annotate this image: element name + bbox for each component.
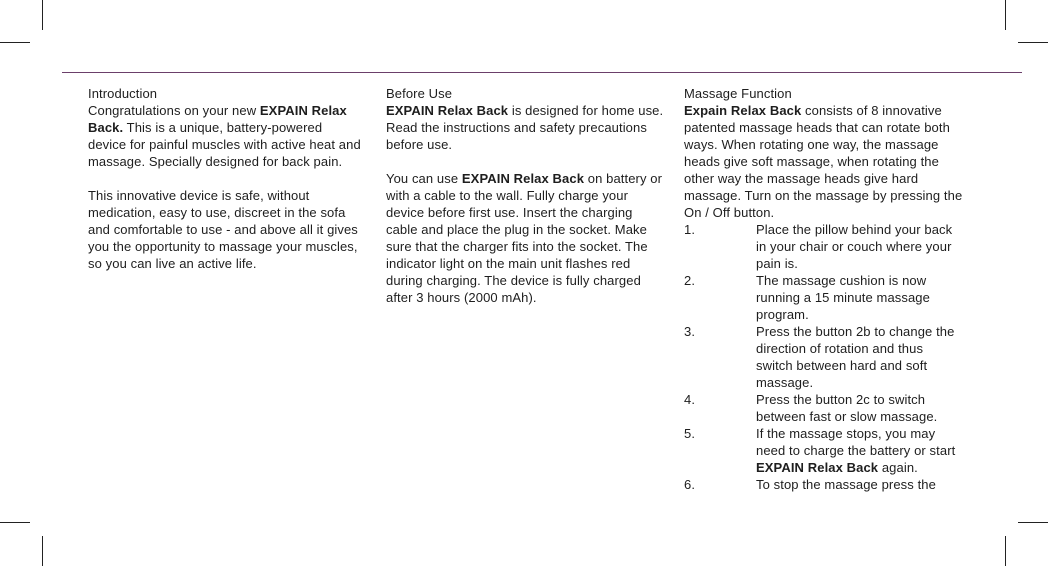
text: You can use [386, 171, 462, 186]
crop-mark [0, 42, 30, 43]
step-text: Press the button 2c to switch between fast or slow massage. [756, 392, 938, 424]
product-name: Expain Relax Back [684, 103, 802, 118]
step-number: 2. [684, 273, 696, 288]
massage-function-section [684, 85, 964, 493]
step-text: Press the button 2b to change the direction of rotation and thus switch between hard and soft massage. [756, 324, 955, 390]
step-number: 1. [684, 222, 696, 237]
crop-mark [0, 522, 30, 523]
step-number: 3. [684, 324, 696, 339]
product-name: EXPAIN Relax Back. [88, 103, 347, 135]
introduction-paragraph-2: This innovative device is safe, without medication, easy to use, discreet in the sofa and comfortable to use - and above all it gives you the opportunity to massage your muscles, so you can live an active life. [88, 188, 358, 271]
product-name: EXPAIN Relax Back [461, 171, 585, 186]
text: If the massage stops, you may need to charge the battery or start [756, 426, 956, 458]
step-number: 5. [684, 426, 696, 441]
before-use-section [386, 85, 664, 306]
crop-mark [42, 0, 43, 30]
crop-mark [42, 536, 43, 566]
before-use-paragraph-1 [386, 102, 664, 153]
text: is designed for home use. Read the instructions and safety precautions before use. [386, 103, 664, 152]
list-item [684, 476, 964, 493]
list-item [684, 391, 964, 425]
product-name: EXPAIN Relax Back [756, 460, 879, 475]
introduction-section [88, 85, 363, 272]
crop-mark [1018, 522, 1048, 523]
text: Congratulations on your new [88, 103, 260, 118]
crop-mark [1005, 0, 1006, 30]
list-item [684, 221, 964, 272]
step-text: The massage cushion is now running a 15 minute massage program. [756, 273, 930, 322]
list-item [684, 323, 964, 391]
step-text: Place the pillow behind your back in your chair or couch where your pain is. [756, 222, 953, 271]
before-use-heading: Before Use [386, 86, 453, 101]
step-number: 4. [684, 392, 696, 407]
before-use-paragraph-2 [386, 170, 664, 306]
step-number: 6. [684, 477, 696, 492]
text: again. [878, 460, 918, 475]
massage-steps-list [684, 221, 964, 493]
crop-mark [1018, 42, 1048, 43]
introduction-paragraph-1 [88, 102, 363, 170]
text: on battery or with a cable to the wall. Fully charge your device before first use. Insert the charging cable and place the plug in the socket. Make sure that the charger fits into the socket. The indicator light on the main unit flashes red during charging. The device is fully charged after 3 hours (2000 mAh). [386, 171, 663, 305]
introduction-heading: Introduction [88, 86, 158, 101]
product-name: EXPAIN Relax Back [386, 103, 509, 118]
step-text [756, 425, 956, 476]
massage-function-heading: Massage Function [684, 86, 792, 101]
text: consists of 8 innovative patented massage heads that can rotate both ways. When rotating one way, the massage heads give soft massage, when rotating the other way the massage heads give hard massage. Turn on the massage by pressing the On / Off button. [684, 103, 963, 220]
list-item [684, 272, 964, 323]
list-item [684, 425, 964, 476]
header-rule [62, 72, 1022, 73]
text: This is a unique, battery-powered device for painful muscles with active heat and massage. Specially designed for back pain. [88, 120, 361, 169]
step-text: To stop the massage press the [756, 477, 936, 492]
crop-mark [1005, 536, 1006, 566]
massage-function-paragraph [684, 102, 964, 221]
